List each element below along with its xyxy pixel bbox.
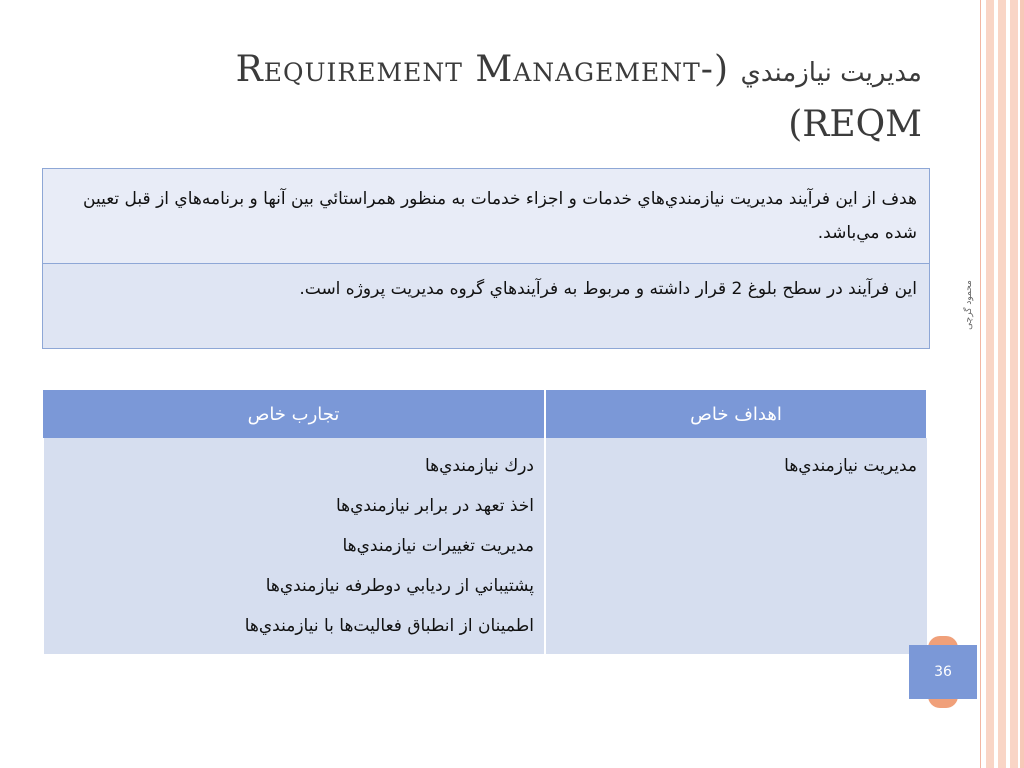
practices-cell bbox=[43, 438, 545, 654]
practice-item: اخذ تعهد در برابر نيازمندي‌ها bbox=[335, 496, 534, 516]
practice-item: مديريت تغييرات نيازمندي‌ها bbox=[342, 536, 534, 556]
practice-item: پشتيباني از ردیابي دوطرفه نيازمندي‌ها bbox=[265, 576, 534, 596]
goal-item: مديريت نيازمندي‌ها bbox=[784, 456, 917, 476]
decor-stripe bbox=[980, 0, 981, 768]
header-specific-practices: تجارب خاص bbox=[43, 390, 545, 438]
header-specific-goals: اهداف خاص bbox=[545, 390, 927, 438]
goal-cell bbox=[545, 438, 927, 654]
author-name: محمود گرچی bbox=[963, 280, 974, 330]
decor-stripe bbox=[998, 0, 1006, 768]
practice-item: درك نيازمندي‌ها bbox=[424, 456, 534, 476]
title-latin: Requirement Management-) bbox=[235, 49, 730, 90]
title-line2: (REQM bbox=[788, 104, 922, 145]
description-table bbox=[42, 168, 930, 349]
description-row-1: هدف از اين فرآيند مديريت نيازمندي‌هاي خدمات و اجزاء خدمات به منظور همراستائي بين آنها و برنامه‌هاي از قبل تعيين شده مي‌باشد. bbox=[43, 169, 930, 264]
slide-title bbox=[60, 44, 922, 151]
decor-stripe bbox=[1020, 0, 1024, 768]
practice-item: اطمينان از انطباق فعاليت‌ها با نيازمندي‌ها bbox=[244, 616, 534, 636]
description-row-2: اين فرآيند در سطح بلوغ 2 قرار داشته و مربوط به فرآيندهاي گروه مديريت پروژه است. bbox=[43, 264, 930, 349]
page-number: 36 bbox=[909, 645, 977, 699]
goals-practices-table bbox=[42, 390, 928, 654]
decor-stripe bbox=[1010, 0, 1018, 768]
decor-stripe bbox=[986, 0, 994, 768]
title-persian: مديريت نيازمندي bbox=[740, 58, 922, 88]
